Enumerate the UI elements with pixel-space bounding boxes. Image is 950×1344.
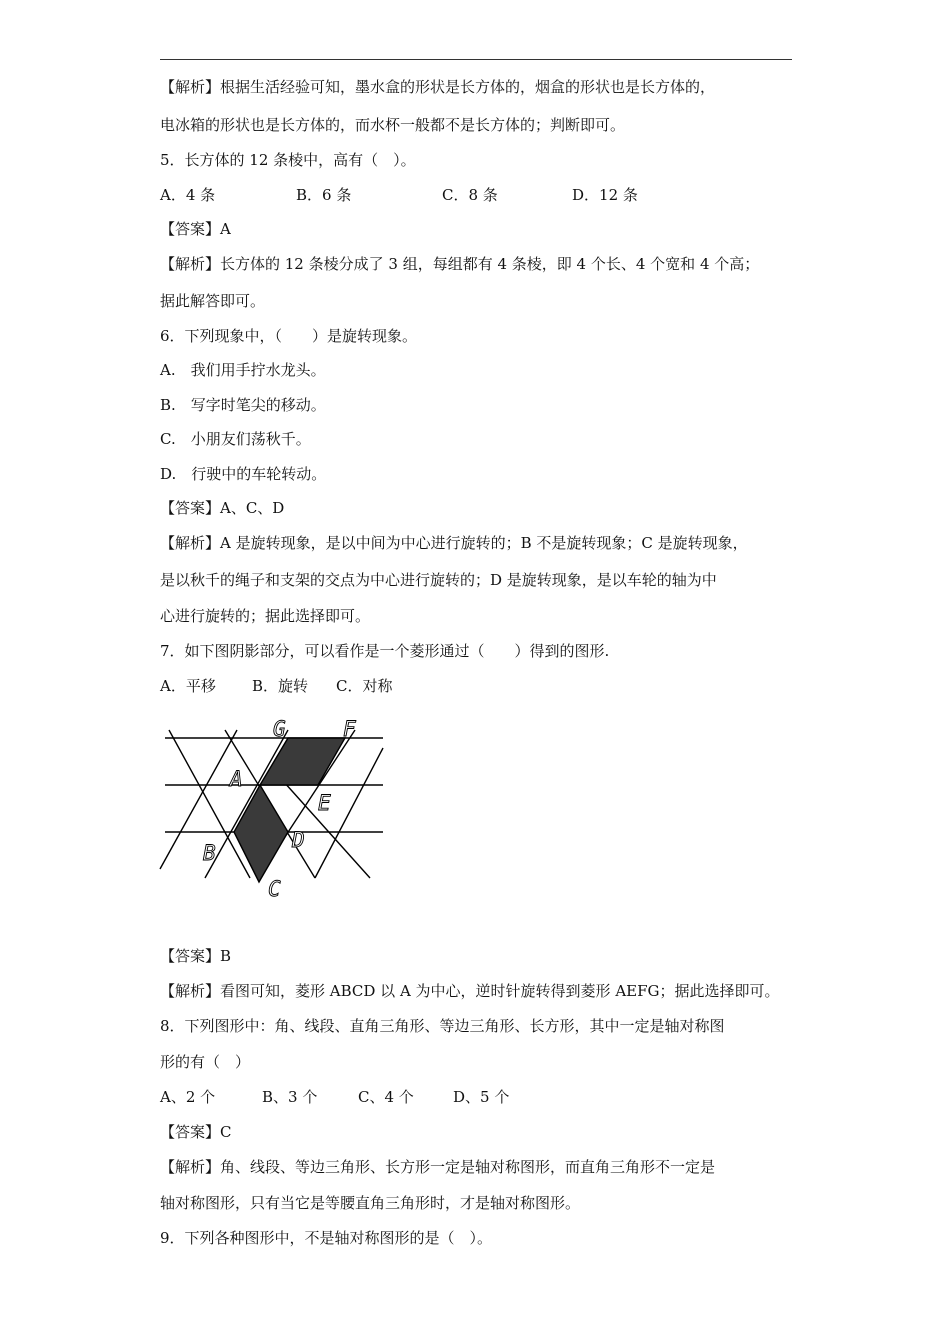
- q7-options: [160, 676, 392, 696]
- label-g: G: [273, 717, 286, 741]
- q8-analysis-line1: 【解析】角、线段、等边三角形、长方形一定是轴对称图形，而直角三角形不一定是: [160, 1158, 716, 1176]
- rhombus-aefg: [260, 738, 345, 785]
- q8-stem-line2: 形的有（ ）: [160, 1053, 251, 1071]
- q8-analysis-line2: 轴对称图形，只有当它是等腰直角三角形时，才是轴对称图形。: [160, 1194, 581, 1212]
- q8-option-b: B、3 个: [262, 1088, 318, 1106]
- q8-options: [160, 1087, 509, 1107]
- label-b: B: [203, 841, 216, 865]
- q8-option-a: A、2 个: [160, 1088, 216, 1106]
- q7-option-a: A．平移: [160, 677, 216, 695]
- q6-answer: 【答案】A、C、D: [160, 499, 285, 517]
- q9-stem: 9．下列各种图形中，不是轴对称图形的是（ ）。: [160, 1229, 493, 1247]
- q5-analysis-line2: 据此解答即可。: [160, 292, 266, 310]
- q4-analysis-line2: 电冰箱的形状也是长方体的，而水杯一般都不是长方体的；判断即可。: [160, 116, 626, 134]
- label-a: A: [230, 767, 243, 791]
- q6-option-c: C. 小朋友们荡秋千。: [160, 430, 311, 448]
- q6-option-a: A. 我们用手拧水龙头。: [160, 361, 326, 379]
- q5-option-d: D．12 条: [572, 186, 638, 204]
- rhombus-abcd: [234, 785, 288, 882]
- q5-option-c: C．8 条: [442, 186, 498, 204]
- q7-stem: 7．如下图阴影部分，可以看作是一个菱形通过（ ）得到的图形.: [160, 642, 610, 660]
- q8-option-c: C、4 个: [358, 1088, 414, 1106]
- q6-analysis-line3: 心进行旋转的；据此选择即可。: [160, 607, 371, 625]
- q5-analysis-line1: 【解析】长方体的 12 条棱分成了 3 组，每组都有 4 条棱，即 4 个长、4 个宽和 4 个高；: [160, 255, 760, 273]
- rhombus-rotation-figure: [155, 712, 390, 907]
- q7-answer: 【答案】B: [160, 947, 232, 965]
- q5-stem: 5．长方体的 12 条棱中，高有（ ）。: [160, 151, 416, 169]
- q8-stem-line1: 8．下列图形中：角、线段、直角三角形、等边三角形、长方形，其中一定是轴对称图: [160, 1017, 725, 1035]
- q7-analysis: 【解析】看图可知，菱形 ABCD 以 A 为中心，逆时针旋转得到菱形 AEFG；据此选择即可。: [160, 982, 780, 1000]
- q6-analysis-line1: 【解析】A 是旋转现象，是以中间为中心进行旋转的；B 不是旋转现象；C 是旋转现象，: [160, 534, 748, 552]
- header-rule: [160, 59, 792, 60]
- q4-analysis-line1: 【解析】根据生活经验可知，墨水盒的形状是长方体的，烟盒的形状也是长方体的，: [160, 78, 716, 96]
- q5-options: [160, 185, 638, 205]
- q5-option-a: A．4 条: [160, 186, 216, 204]
- label-f: F: [343, 717, 356, 741]
- q7-option-c: C．对称: [336, 677, 393, 695]
- q8-answer: 【答案】C: [160, 1123, 232, 1141]
- q6-option-b: B. 写字时笔尖的移动。: [160, 396, 326, 414]
- q8-option-d: D、5 个: [453, 1088, 510, 1106]
- q7-option-b: B．旋转: [252, 677, 309, 695]
- q5-answer: 【答案】A: [160, 220, 231, 238]
- label-e: E: [318, 791, 331, 815]
- q6-analysis-line2: 是以秋千的绳子和支架的交点为中心进行旋转的；D 是旋转现象，是以车轮的轴为中: [160, 571, 717, 589]
- q6-option-d: D. 行驶中的车轮转动。: [160, 465, 327, 483]
- q6-stem: 6．下列现象中，（ ）是旋转现象。: [160, 327, 418, 345]
- q5-option-b: B．6 条: [296, 186, 352, 204]
- label-c: C: [268, 877, 281, 901]
- label-d: D: [292, 828, 305, 852]
